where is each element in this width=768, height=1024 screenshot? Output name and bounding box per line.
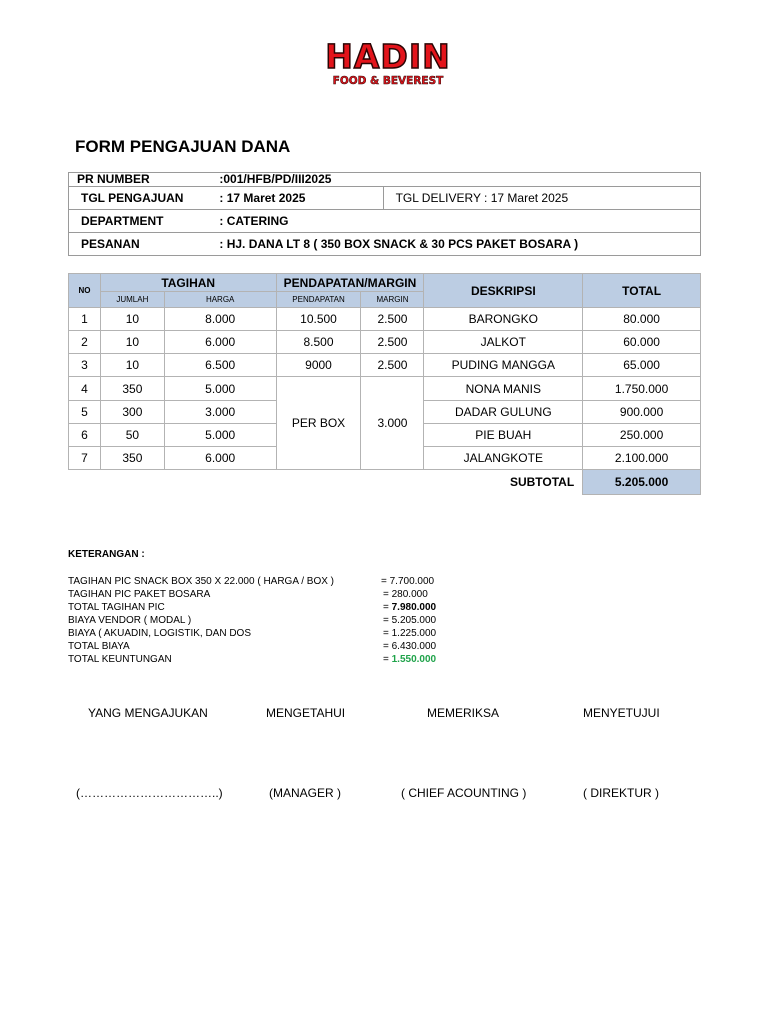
company-logo xyxy=(318,38,458,98)
note-value: = 6.430.000 xyxy=(383,641,437,652)
pr-number-label: PR NUMBER xyxy=(69,173,208,187)
note-value: = 7.700.000 xyxy=(381,576,435,587)
cell-total: 2.100.000 xyxy=(583,447,701,470)
note-value-prefix: = xyxy=(383,602,392,613)
subtotal-row xyxy=(69,470,701,495)
table-row xyxy=(69,308,701,331)
pesanan-value: : HJ. DANA LT 8 ( 350 BOX SNACK & 30 PCS PAKET BOSARA ) xyxy=(207,233,700,256)
note-row xyxy=(68,575,488,588)
note-row xyxy=(68,601,488,614)
header-tagihan: TAGIHAN xyxy=(100,274,276,292)
tgl-delivery: TGL DELIVERY : 17 Maret 2025 xyxy=(383,187,700,210)
header-no: NO xyxy=(69,274,101,308)
logo-tagline: FOOD & BEVEREST xyxy=(332,75,444,87)
tgl-pengajuan-value: : 17 Maret 2025 xyxy=(207,187,383,210)
signature-title-yang-mengajukan: YANG MENGAJUKAN xyxy=(88,706,208,720)
note-row xyxy=(68,588,488,601)
signature-name-chief-acounting: ( CHIEF ACOUNTING ) xyxy=(401,786,527,800)
total-tagihan-value: 7.980.000 xyxy=(391,602,437,613)
cell-total: 900.000 xyxy=(583,401,701,424)
cell-total: 60.000 xyxy=(583,331,701,354)
cell-deskripsi: JALANGKOTE xyxy=(424,447,583,470)
note-row xyxy=(68,614,488,627)
cell-harga: 5.000 xyxy=(164,424,276,447)
cell-jumlah: 50 xyxy=(100,424,164,447)
cell-no: 5 xyxy=(69,401,101,424)
cell-deskripsi: JALKOT xyxy=(424,331,583,354)
notes-title: KETERANGAN : xyxy=(68,549,145,560)
signature-name-pengaju: (……………………………..) xyxy=(76,786,223,800)
cell-pendapatan: 8.500 xyxy=(276,331,361,354)
cell-jumlah: 350 xyxy=(100,377,164,401)
cell-margin: 2.500 xyxy=(361,308,424,331)
signature-title-mengetahui: MENGETAHUI xyxy=(266,706,346,720)
header-pendapatan: PENDAPATAN xyxy=(276,292,361,308)
note-label: TAGIHAN PIC PAKET BOSARA xyxy=(68,589,211,600)
subtotal-value: 5.205.000 xyxy=(583,470,701,495)
header-deskripsi: DESKRIPSI xyxy=(424,274,583,308)
cell-harga: 6.000 xyxy=(164,331,276,354)
cell-margin-merged: 3.000 xyxy=(361,377,424,470)
header-margin: MARGIN xyxy=(361,292,424,308)
cell-deskripsi: PIE BUAH xyxy=(424,424,583,447)
pesanan-label: PESANAN xyxy=(69,233,208,256)
department-label: DEPARTMENT xyxy=(69,210,208,233)
header-jumlah: JUMLAH xyxy=(100,292,164,308)
signature-title-menyetujui: MENYETUJUI xyxy=(583,706,660,720)
cell-margin: 2.500 xyxy=(361,331,424,354)
cell-jumlah: 300 xyxy=(100,401,164,424)
pr-number-value: :001/HFB/PD/III2025 xyxy=(207,173,700,187)
note-label: TAGIHAN PIC SNACK BOX 350 X 22.000 ( HARGA / BOX ) xyxy=(68,576,335,587)
table-row xyxy=(69,331,701,354)
header-harga: HARGA xyxy=(164,292,276,308)
request-info-table xyxy=(68,172,701,256)
header-total: TOTAL xyxy=(583,274,701,308)
cell-deskripsi: NONA MANIS xyxy=(424,377,583,401)
note-label: BIAYA ( AKUADIN, LOGISTIK, DAN DOS xyxy=(68,628,252,639)
note-value: = 1.225.000 xyxy=(383,628,437,639)
note-value: = 5.205.000 xyxy=(383,615,437,626)
tgl-pengajuan-label: TGL PENGAJUAN xyxy=(69,187,208,210)
cell-deskripsi: DADAR GULUNG xyxy=(424,401,583,424)
items-table xyxy=(68,273,701,495)
note-value: = 280.000 xyxy=(383,589,428,600)
logo-name: HADIN xyxy=(325,37,451,76)
note-row xyxy=(68,640,488,653)
note-label: TOTAL BIAYA xyxy=(68,641,130,652)
table-row xyxy=(69,377,701,401)
cell-jumlah: 10 xyxy=(100,308,164,331)
cell-no: 4 xyxy=(69,377,101,401)
cell-no: 7 xyxy=(69,447,101,470)
header-pendapatan-margin: PENDAPATAN/MARGIN xyxy=(276,274,424,292)
cell-harga: 3.000 xyxy=(164,401,276,424)
note-row xyxy=(68,627,488,640)
cell-jumlah: 10 xyxy=(100,331,164,354)
note-value-prefix: = xyxy=(383,654,392,665)
cell-harga: 5.000 xyxy=(164,377,276,401)
cell-no: 1 xyxy=(69,308,101,331)
note-label: TOTAL TAGIHAN PIC xyxy=(68,602,165,613)
signature-name-direktur: ( DIREKTUR ) xyxy=(583,786,659,800)
cell-pendapatan: 10.500 xyxy=(276,308,361,331)
cell-total: 1.750.000 xyxy=(583,377,701,401)
cell-total: 250.000 xyxy=(583,424,701,447)
cell-no: 3 xyxy=(69,354,101,377)
cell-margin: 2.500 xyxy=(361,354,424,377)
subtotal-label: SUBTOTAL xyxy=(509,475,575,490)
signature-title-memeriksa: MEMERIKSA xyxy=(427,706,500,720)
cell-harga: 6.000 xyxy=(164,447,276,470)
cell-total: 65.000 xyxy=(583,354,701,377)
cell-pendapatan: 9000 xyxy=(276,354,361,377)
signature-name-manager: (MANAGER ) xyxy=(269,786,341,800)
table-row xyxy=(69,354,701,377)
cell-harga: 8.000 xyxy=(164,308,276,331)
cell-no: 6 xyxy=(69,424,101,447)
cell-deskripsi: BARONGKO xyxy=(424,308,583,331)
cell-jumlah: 350 xyxy=(100,447,164,470)
form-title: FORM PENGAJUAN DANA xyxy=(75,137,291,156)
cell-pendapatan-merged: PER BOX xyxy=(276,377,361,470)
cell-total: 80.000 xyxy=(583,308,701,331)
note-label: TOTAL KEUNTUNGAN xyxy=(68,654,172,665)
cell-jumlah: 10 xyxy=(100,354,164,377)
department-value: : CATERING xyxy=(207,210,700,233)
note-label: BIAYA VENDOR ( MODAL ) xyxy=(68,615,192,626)
cell-deskripsi: PUDING MANGGA xyxy=(424,354,583,377)
note-row xyxy=(68,653,488,666)
cell-harga: 6.500 xyxy=(164,354,276,377)
cell-no: 2 xyxy=(69,331,101,354)
total-keuntungan-value: 1.550.000 xyxy=(391,654,437,665)
